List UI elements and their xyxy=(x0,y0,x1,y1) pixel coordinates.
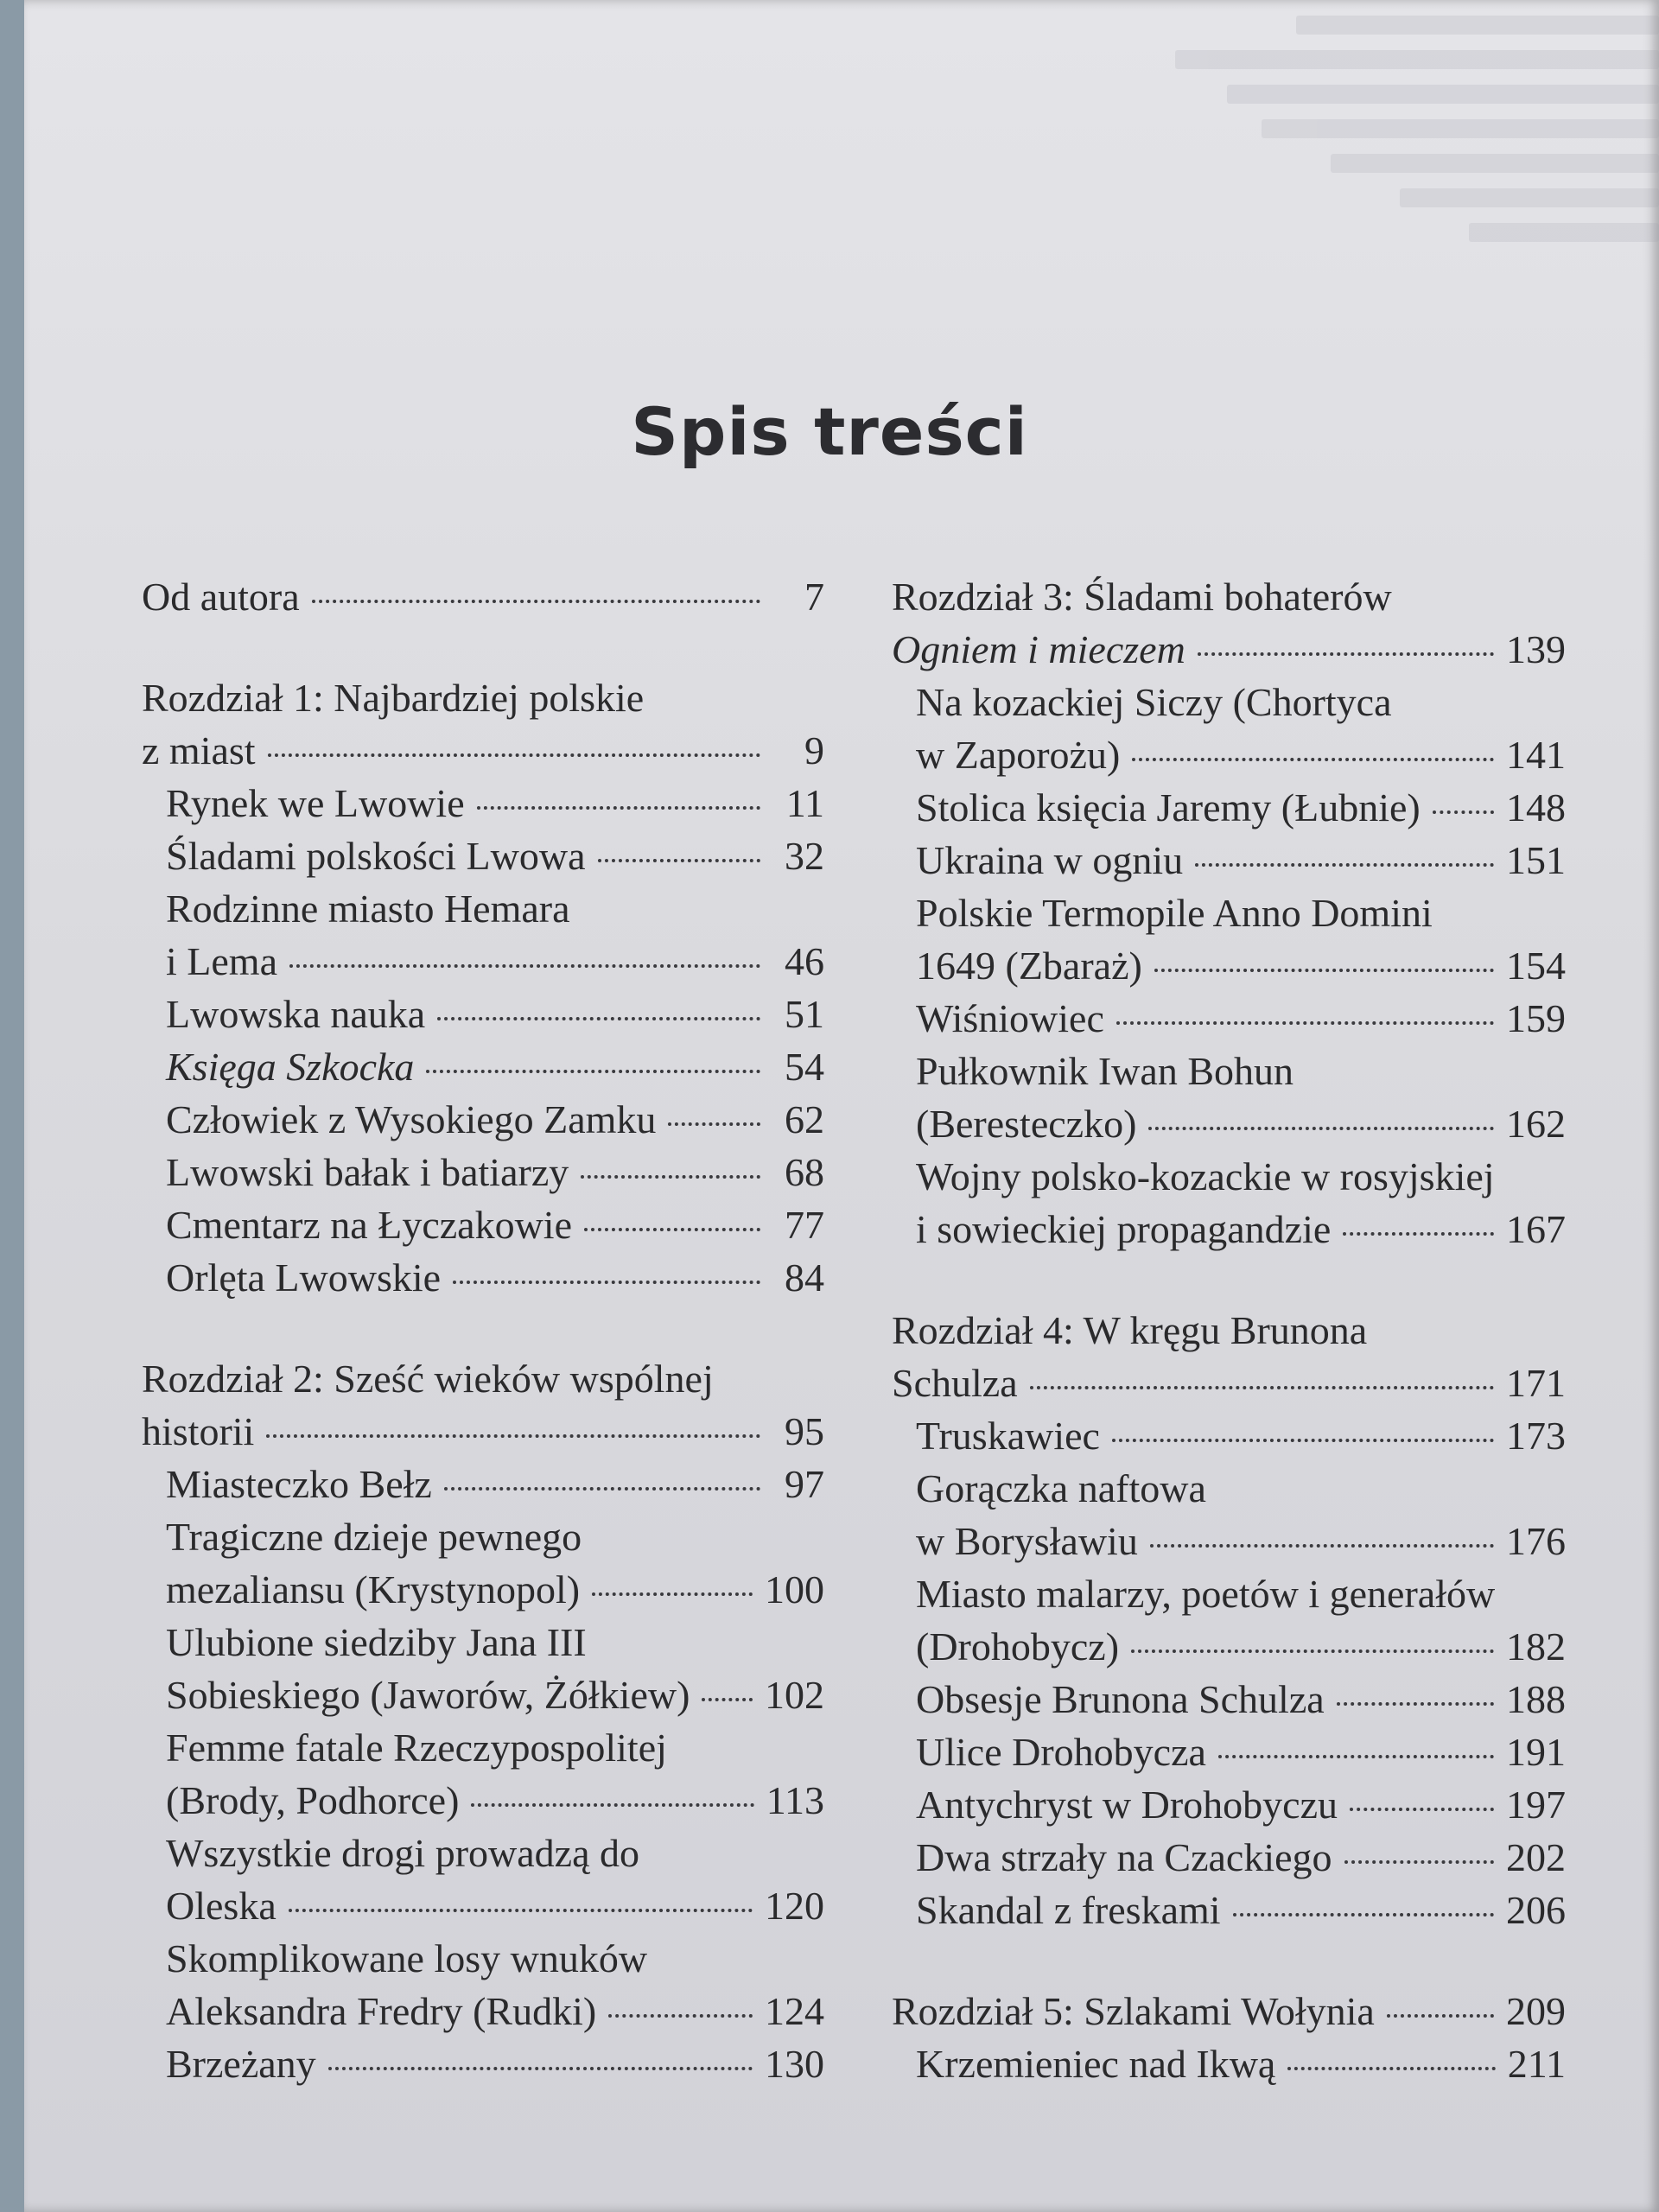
page-number: 9 xyxy=(804,728,824,772)
toc-entry-title: Brzeżany xyxy=(166,2042,316,2086)
toc-chapter-entry xyxy=(892,570,1566,676)
toc-entry-title: Księga Szkocka xyxy=(166,1045,415,1089)
toc-entry-row xyxy=(916,728,1566,781)
toc-subentry xyxy=(142,1093,824,1146)
dot-leader xyxy=(1154,969,1494,972)
toc-entry-title: Śladami polskości Lwowa xyxy=(166,834,586,878)
toc-subentry xyxy=(142,1827,824,1932)
toc-subentry xyxy=(142,882,824,988)
toc-right-column xyxy=(892,570,1566,2090)
page-number: 77 xyxy=(785,1203,824,1247)
toc-entry-title: z miast xyxy=(142,728,256,772)
dot-leader xyxy=(268,753,760,757)
page-number: 154 xyxy=(1506,944,1566,988)
toc-entry-title: Stolica księcia Jaremy (Łubnie) xyxy=(916,785,1421,830)
toc-entry-row xyxy=(166,830,824,882)
toc-entry-line: Tragiczne dzieje pewnego xyxy=(166,1515,582,1559)
toc-entry-title: w Zaporożu) xyxy=(916,733,1121,777)
toc-entry-title: Miasteczko Bełz xyxy=(166,1462,432,1506)
toc-subentry xyxy=(142,777,824,830)
page-number: 191 xyxy=(1506,1730,1566,1774)
toc-subentry xyxy=(892,834,1566,887)
toc-entry-title: Obsesje Brunona Schulza xyxy=(916,1677,1325,1721)
toc-entry-title: 1649 (Zbaraż) xyxy=(916,944,1142,988)
toc-entry-title: w Borysławiu xyxy=(916,1519,1138,1563)
dot-leader xyxy=(266,1434,760,1438)
toc-entry-row xyxy=(142,570,824,623)
toc-entry-line: Miasto malarzy, poetów i generałów xyxy=(916,1572,1496,1616)
dot-leader xyxy=(289,1909,753,1912)
toc-subentry xyxy=(892,1778,1566,1831)
dot-leader xyxy=(584,1228,760,1231)
page-number: 188 xyxy=(1506,1677,1566,1721)
toc-entry-row xyxy=(166,988,824,1040)
toc-entry-line: Polskie Termopile Anno Domini xyxy=(916,891,1433,935)
toc-entry-title: Oleska xyxy=(166,1884,276,1928)
toc-entry-row xyxy=(166,1251,824,1304)
page-number: 173 xyxy=(1506,1414,1566,1458)
page-number: 171 xyxy=(1506,1361,1566,1405)
page-number: 68 xyxy=(785,1150,824,1194)
toc-entry-title: Schulza xyxy=(892,1361,1018,1405)
toc-subentry xyxy=(892,992,1566,1045)
toc-entry-row xyxy=(166,1563,824,1616)
toc-entry-row xyxy=(916,1884,1566,1936)
toc-entry-row xyxy=(166,1458,824,1510)
page-number: 84 xyxy=(785,1255,824,1300)
toc-entry-title: Rynek we Lwowie xyxy=(166,781,465,825)
page-number: 100 xyxy=(765,1567,824,1611)
page-number: 97 xyxy=(785,1462,824,1506)
dot-leader xyxy=(312,600,760,603)
toc-entry-line: Pułkownik Iwan Bohun xyxy=(916,1049,1294,1093)
toc-entry-title: Rozdział 5: Szlakami Wołynia xyxy=(892,1989,1375,2033)
toc-entry-row xyxy=(916,834,1566,887)
page-number: 197 xyxy=(1506,1783,1566,1827)
toc-entry-row xyxy=(166,935,824,988)
toc-subentry xyxy=(142,830,824,882)
toc-entry-row xyxy=(916,1620,1566,1673)
toc-subentry xyxy=(892,1045,1566,1150)
toc-subentry xyxy=(892,1462,1566,1567)
dot-leader xyxy=(1131,1649,1494,1653)
page-number: 141 xyxy=(1506,733,1566,777)
dot-leader xyxy=(1344,1860,1494,1864)
toc-chapter-entry xyxy=(892,1985,1566,2037)
dot-leader xyxy=(1132,758,1494,761)
toc-entry-row xyxy=(916,1673,1566,1726)
page-number: 54 xyxy=(785,1045,824,1089)
toc-entry-row xyxy=(916,1097,1566,1150)
toc-entry-line: Wojny polsko-kozackie w rosyjskiej xyxy=(916,1154,1495,1198)
toc-entry-title: Człowiek z Wysokiego Zamku xyxy=(166,1097,657,1141)
dot-leader xyxy=(1195,863,1494,867)
toc-entry-title: Orlęta Lwowskie xyxy=(166,1255,442,1300)
page-number: 130 xyxy=(765,2042,824,2086)
page-number: 209 xyxy=(1506,1989,1566,2033)
toc-chapter-entry xyxy=(892,1304,1566,1409)
page-number: 202 xyxy=(1506,1835,1566,1879)
toc-entry-title: i Lema xyxy=(166,939,277,983)
toc-entry-row xyxy=(916,1515,1566,1567)
page-number: 11 xyxy=(785,781,824,825)
dot-leader xyxy=(1433,810,1494,814)
toc-entry-line: Na kozackiej Siczy (Chortyca xyxy=(916,680,1392,724)
dot-leader xyxy=(471,1803,753,1807)
toc-entry-row xyxy=(166,1879,824,1932)
toc-subentry xyxy=(892,1150,1566,1255)
dot-leader xyxy=(1198,652,1494,656)
toc-entry-line: Rozdział 2: Sześć wieków wspólnej xyxy=(142,1357,714,1401)
toc-entry-line: Wszystkie drogi prowadzą do xyxy=(166,1831,640,1875)
toc-entry-title: mezaliansu (Krystynopol) xyxy=(166,1567,581,1611)
toc-subentry xyxy=(892,2037,1566,2090)
page-number: 176 xyxy=(1506,1519,1566,1563)
toc-entry-title: Aleksandra Fredry (Rudki) xyxy=(166,1989,597,2033)
toc-chapter-entry xyxy=(142,1352,824,1458)
toc-subentry xyxy=(892,676,1566,781)
dot-leader xyxy=(598,859,761,862)
dot-leader xyxy=(668,1122,760,1126)
toc-entry-row xyxy=(166,2037,824,2090)
toc-subentry xyxy=(142,988,824,1040)
toc-entry-title: (Drohobycz) xyxy=(916,1624,1120,1669)
toc-entry-row xyxy=(916,1778,1566,1831)
dot-leader xyxy=(437,1017,760,1020)
toc-entry-line: Femme fatale Rzeczypospolitej xyxy=(166,1726,667,1770)
toc-entry-row xyxy=(142,724,824,777)
toc-entry-line: Rodzinne miasto Hemara xyxy=(166,887,570,931)
dot-leader xyxy=(1112,1439,1494,1442)
toc-chapter-entry xyxy=(142,570,824,623)
toc-entry-row xyxy=(166,1093,824,1146)
toc-subentry xyxy=(142,1198,824,1251)
toc-subentry xyxy=(142,1510,824,1616)
toc-entry-title: Lwowska nauka xyxy=(166,992,426,1036)
toc-subentry xyxy=(142,1458,824,1510)
toc-entry-title: Ogniem i mieczem xyxy=(892,627,1185,671)
toc-subentry xyxy=(142,1146,824,1198)
page-number: 162 xyxy=(1506,1102,1566,1146)
page-number: 102 xyxy=(765,1673,824,1717)
toc-entry-row xyxy=(916,1726,1566,1778)
dot-leader xyxy=(289,964,760,968)
toc-entry-title: Wiśniowiec xyxy=(916,996,1104,1040)
toc-entry-title: Krzemieniec nad Ikwą xyxy=(916,2042,1276,2086)
toc-entry-title: i sowieckiej propagandzie xyxy=(916,1207,1332,1251)
page-number: 167 xyxy=(1506,1207,1566,1251)
toc-entry-title: historii xyxy=(142,1409,255,1453)
dot-leader xyxy=(426,1070,760,1073)
toc-entry-row xyxy=(166,777,824,830)
page-number: 95 xyxy=(785,1409,824,1453)
toc-subentry xyxy=(142,1721,824,1827)
page-number: 206 xyxy=(1506,1888,1566,1932)
dot-leader xyxy=(1350,1808,1494,1811)
toc-entry-title: Sobieskiego (Jaworów, Żółkiew) xyxy=(166,1673,690,1717)
page-number: 32 xyxy=(785,834,824,878)
page-number: 182 xyxy=(1506,1624,1566,1669)
toc-entry-title: Truskawiec xyxy=(916,1414,1100,1458)
toc-entry-row xyxy=(166,1774,824,1827)
toc-entry-title: Od autora xyxy=(142,575,300,619)
dot-leader xyxy=(1116,1021,1494,1025)
dot-leader xyxy=(444,1487,760,1491)
dot-leader xyxy=(1287,2067,1495,2070)
dot-leader xyxy=(702,1698,753,1701)
toc-subentry xyxy=(892,1726,1566,1778)
toc-entry-title: Cmentarz na Łyczakowie xyxy=(166,1203,572,1247)
toc-entry-row xyxy=(166,1985,824,2037)
page-number: 46 xyxy=(785,939,824,983)
page-number: 124 xyxy=(765,1989,824,2033)
toc-entry-title: Dwa strzały na Czackiego xyxy=(916,1835,1332,1879)
toc-entry-row xyxy=(916,781,1566,834)
dot-leader xyxy=(328,2067,753,2070)
toc-entry-row xyxy=(916,939,1566,992)
dot-leader xyxy=(592,1592,753,1596)
toc-subentry xyxy=(142,1932,824,2037)
toc-entry-line: Rozdział 3: Śladami bohaterów xyxy=(892,575,1392,619)
toc-chapter-entry xyxy=(142,671,824,777)
toc-subentry xyxy=(142,2037,824,2090)
dot-leader xyxy=(1343,1232,1494,1236)
toc-entry-title: (Beresteczko) xyxy=(916,1102,1137,1146)
toc-entry-title: (Brody, Podhorce) xyxy=(166,1778,460,1822)
toc-subentry xyxy=(892,781,1566,834)
toc-entry-row xyxy=(166,1669,824,1721)
toc-entry-line: Skomplikowane losy wnuków xyxy=(166,1936,648,1980)
page-number: 151 xyxy=(1506,838,1566,882)
dot-leader xyxy=(1030,1386,1494,1389)
page-number: 62 xyxy=(785,1097,824,1141)
toc-subentry xyxy=(142,1251,824,1304)
dot-leader xyxy=(1150,1544,1494,1548)
page-number: 120 xyxy=(765,1884,824,1928)
toc-entry-row xyxy=(892,1357,1566,1409)
page-number: 148 xyxy=(1506,785,1566,830)
page-number: 139 xyxy=(1506,627,1566,671)
dot-leader xyxy=(477,806,760,810)
toc-entry-row xyxy=(892,1985,1566,2037)
toc-entry-line: Gorączka naftowa xyxy=(916,1466,1206,1510)
toc-entry-title: Lwowski bałak i batiarzy xyxy=(166,1150,569,1194)
toc-subentry xyxy=(892,1831,1566,1884)
toc-entry-title: Ukraina w ogniu xyxy=(916,838,1184,882)
dot-leader xyxy=(581,1175,760,1179)
dot-leader xyxy=(1218,1755,1494,1758)
dot-leader xyxy=(1233,1913,1494,1916)
toc-subentry xyxy=(892,1673,1566,1726)
toc-entry-row xyxy=(916,1409,1566,1462)
page-number: 113 xyxy=(766,1778,824,1822)
page-title: Spis treści xyxy=(631,393,1028,470)
page-number: 211 xyxy=(1507,2042,1566,2086)
toc-entry-row xyxy=(916,992,1566,1045)
toc-subentry xyxy=(892,1884,1566,1936)
toc-subentry xyxy=(892,887,1566,992)
toc-subentry xyxy=(892,1409,1566,1462)
toc-entry-row xyxy=(916,1831,1566,1884)
page-number: 7 xyxy=(804,575,824,619)
toc-entry-title: Antychryst w Drohobyczu xyxy=(916,1783,1338,1827)
toc-entry-line: Rozdział 4: W kręgu Brunona xyxy=(892,1308,1368,1352)
dot-leader xyxy=(453,1281,760,1284)
page-number: 159 xyxy=(1506,996,1566,1040)
toc-entry-row xyxy=(892,623,1566,676)
toc-entry-row xyxy=(142,1405,824,1458)
toc-entry-row xyxy=(166,1040,824,1093)
toc-entry-line: Rozdział 1: Najbardziej polskie xyxy=(142,676,645,720)
dot-leader xyxy=(1337,1702,1494,1706)
toc-entry-row xyxy=(166,1146,824,1198)
toc-subentry xyxy=(142,1040,824,1093)
toc-entry-row xyxy=(166,1198,824,1251)
toc-entry-title: Skandal z freskami xyxy=(916,1888,1221,1932)
toc-left-column xyxy=(142,570,824,2090)
toc-entry-row xyxy=(916,1203,1566,1255)
toc-subentry xyxy=(892,1567,1566,1673)
toc-entry-line: Ulubione siedziby Jana III xyxy=(166,1620,587,1664)
dot-leader xyxy=(608,2014,753,2018)
dot-leader xyxy=(1387,2014,1494,2018)
toc-subentry xyxy=(142,1616,824,1721)
page-number: 51 xyxy=(785,992,824,1036)
toc-entry-title: Ulice Drohobycza xyxy=(916,1730,1206,1774)
toc-entry-row xyxy=(916,2037,1566,2090)
dot-leader xyxy=(1148,1127,1494,1130)
